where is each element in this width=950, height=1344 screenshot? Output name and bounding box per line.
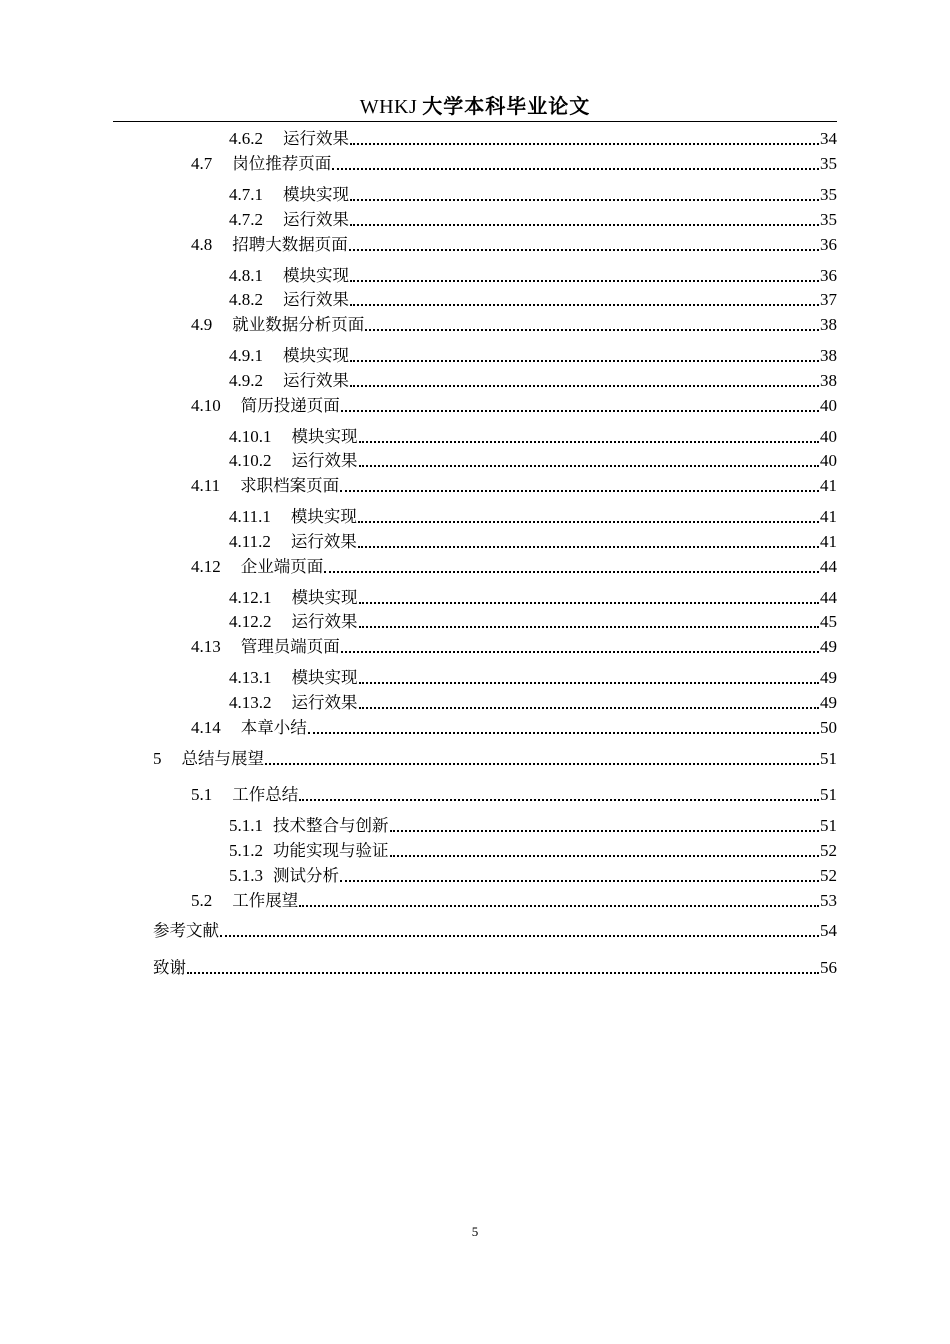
toc-section-number: 4.8.2 <box>229 290 263 309</box>
toc-entry[interactable] <box>191 475 837 497</box>
toc-entry[interactable] <box>229 184 837 206</box>
toc-page-number: 53 <box>820 891 837 910</box>
toc-entry[interactable] <box>229 370 837 392</box>
toc-section-number: 4.10 <box>191 396 221 415</box>
toc-section-number: 4.6.2 <box>229 129 263 148</box>
header-title: 大学本科毕业论文 <box>422 94 591 118</box>
toc-dot-leader <box>340 490 819 492</box>
toc-entry[interactable] <box>229 667 837 689</box>
toc-dot-leader <box>299 799 819 801</box>
toc-page-number: 38 <box>820 371 837 390</box>
toc-entry[interactable] <box>229 611 837 633</box>
toc-dot-leader <box>324 571 819 573</box>
toc-section-title: 工作展望 <box>232 891 299 910</box>
toc-page-number: 36 <box>820 266 837 285</box>
toc-dot-leader <box>349 249 819 251</box>
toc-section-number: 4.7.1 <box>229 185 263 204</box>
toc-section-number: 4.11 <box>191 476 221 495</box>
toc-page-number: 50 <box>820 718 837 737</box>
toc-page-number: 44 <box>820 588 837 607</box>
toc-section-number: 5.1.1 <box>229 816 263 835</box>
toc-section-title: 运行效果 <box>283 129 349 148</box>
toc-dot-leader <box>390 830 820 832</box>
toc-page-number: 49 <box>820 637 837 656</box>
header-school-code: WHKJ <box>359 96 418 118</box>
toc-entry[interactable] <box>191 556 837 578</box>
toc-section-title: 运行效果 <box>283 290 349 309</box>
toc-dot-leader <box>365 329 819 331</box>
toc-section-number: 4.13.1 <box>229 668 272 687</box>
toc-entry[interactable] <box>153 748 837 770</box>
toc-dot-leader <box>340 880 819 882</box>
toc-entry[interactable] <box>153 920 837 942</box>
toc-entry[interactable] <box>153 957 837 979</box>
toc-entry[interactable] <box>229 426 837 448</box>
toc-page-number: 51 <box>820 785 837 804</box>
toc-dot-leader <box>350 224 819 226</box>
toc-entry[interactable] <box>229 289 837 311</box>
toc-page-number: 44 <box>820 557 837 576</box>
page-header <box>0 93 950 120</box>
toc-page-number: 41 <box>820 476 837 495</box>
toc-dot-leader <box>359 465 820 467</box>
toc-page-number: 49 <box>820 693 837 712</box>
toc-section-title: 功能实现与验证 <box>273 841 389 860</box>
toc-entry[interactable] <box>191 636 837 658</box>
toc-section-title: 招聘大数据页面 <box>232 235 348 254</box>
toc-section-title: 模块实现 <box>283 266 349 285</box>
toc-section-title: 工作总结 <box>232 785 299 804</box>
toc-entry[interactable] <box>229 506 837 528</box>
toc-dot-leader <box>359 682 820 684</box>
toc-entry[interactable] <box>229 531 837 553</box>
toc-entry[interactable] <box>229 587 837 609</box>
toc-section-number: 4.7 <box>191 154 213 173</box>
toc-section-title: 致谢 <box>153 958 186 977</box>
toc-entry[interactable] <box>191 717 837 739</box>
toc-dot-leader <box>358 546 819 548</box>
toc-section-title: 参考文献 <box>153 921 219 940</box>
toc-section-number: 4.9.2 <box>229 371 263 390</box>
toc-section-title: 运行效果 <box>283 371 349 390</box>
toc-page-number: 38 <box>820 315 837 334</box>
page-number: 5 <box>471 1224 479 1239</box>
toc-entry[interactable] <box>191 153 837 175</box>
toc-page-number: 45 <box>820 612 837 631</box>
toc-page-number: 51 <box>820 816 837 835</box>
toc-entry[interactable] <box>191 784 837 806</box>
toc-dot-leader <box>187 972 819 974</box>
toc-dot-leader <box>341 651 819 653</box>
toc-dot-leader <box>350 199 819 201</box>
toc-page-number: 35 <box>820 210 837 229</box>
toc-entry[interactable] <box>191 234 837 256</box>
toc-page-number: 35 <box>820 185 837 204</box>
toc-dot-leader <box>359 707 820 709</box>
toc-section-title: 企业端页面 <box>240 557 324 576</box>
toc-page-number: 49 <box>820 668 837 687</box>
toc-dot-leader <box>350 385 819 387</box>
toc-section-title: 模块实现 <box>291 588 358 607</box>
toc-section-title: 运行效果 <box>283 210 349 229</box>
toc-section-number: 4.14 <box>191 718 221 737</box>
toc-section-title: 求职档案页面 <box>240 476 340 495</box>
toc-section-number: 4.12 <box>191 557 221 576</box>
toc-section-title: 技术整合与创新 <box>273 816 389 835</box>
toc-entry[interactable] <box>229 450 837 472</box>
toc-page-number: 40 <box>820 451 837 470</box>
toc-section-title: 测试分析 <box>273 866 339 885</box>
toc-section-number: 4.8 <box>191 235 213 254</box>
toc-section-title: 模块实现 <box>283 346 349 365</box>
toc-section-number: 5.1.2 <box>229 841 263 860</box>
toc-section-title: 模块实现 <box>291 668 358 687</box>
toc-section-title: 总结与展望 <box>181 749 264 768</box>
toc-section-number: 4.13.2 <box>229 693 272 712</box>
toc-page-number: 54 <box>820 921 837 940</box>
header-rule <box>113 121 837 122</box>
toc-page-number: 51 <box>820 749 837 768</box>
toc-section-number: 5.2 <box>191 891 213 910</box>
toc-section-title: 运行效果 <box>290 532 357 551</box>
toc-page-number: 38 <box>820 346 837 365</box>
toc-section-number: 4.12.2 <box>229 612 272 631</box>
toc-page-number: 34 <box>820 129 837 148</box>
toc-page-number: 52 <box>820 866 837 885</box>
toc-section-title: 模块实现 <box>291 427 358 446</box>
toc-entry[interactable] <box>229 128 837 150</box>
toc-section-number: 4.10.1 <box>229 427 272 446</box>
toc-section-title: 管理员端页面 <box>240 637 340 656</box>
toc-section-number: 4.11.2 <box>229 532 271 551</box>
toc-dot-leader <box>299 905 819 907</box>
toc-page-number: 37 <box>820 290 837 309</box>
toc-section-title: 运行效果 <box>291 693 358 712</box>
toc-dot-leader <box>359 441 820 443</box>
toc-dot-leader <box>332 168 819 170</box>
toc-section-title: 模块实现 <box>290 507 357 526</box>
toc-section-number: 4.9.1 <box>229 346 263 365</box>
toc-section-number: 4.8.1 <box>229 266 263 285</box>
toc-dot-leader <box>359 626 820 628</box>
toc-entry[interactable] <box>229 345 837 367</box>
toc-section-number: 5.1 <box>191 785 213 804</box>
toc-section-title: 简历投递页面 <box>240 396 340 415</box>
toc-section-title: 本章小结 <box>240 718 307 737</box>
toc-page-number: 41 <box>820 507 837 526</box>
toc-dot-leader <box>350 360 819 362</box>
toc-page-number: 56 <box>820 958 837 977</box>
toc-section-title: 就业数据分析页面 <box>232 315 365 334</box>
toc-section-number: 4.7.2 <box>229 210 263 229</box>
toc-dot-leader <box>350 304 819 306</box>
toc-entry[interactable] <box>229 692 837 714</box>
toc-section-number: 4.11.1 <box>229 507 271 526</box>
toc-entry[interactable] <box>229 209 837 231</box>
toc-dot-leader <box>220 935 819 937</box>
toc-entry[interactable] <box>229 265 837 287</box>
toc-entry[interactable] <box>229 840 837 862</box>
toc-section-title: 岗位推荐页面 <box>232 154 332 173</box>
toc-entry[interactable] <box>191 890 837 912</box>
toc-dot-leader <box>350 280 819 282</box>
toc-dot-leader <box>359 602 820 604</box>
toc-page-number: 36 <box>820 235 837 254</box>
toc-section-number: 5 <box>153 749 162 768</box>
toc-section-number: 4.10.2 <box>229 451 272 470</box>
toc-page-number: 41 <box>820 532 837 551</box>
toc-dot-leader <box>358 521 819 523</box>
toc-page-number: 52 <box>820 841 837 860</box>
toc-page-number: 35 <box>820 154 837 173</box>
toc-section-number: 4.9 <box>191 315 213 334</box>
toc-section-title: 模块实现 <box>283 185 349 204</box>
toc-entry[interactable] <box>229 815 837 837</box>
toc-page-number: 40 <box>820 396 837 415</box>
toc-dot-leader <box>341 410 819 412</box>
toc-entry[interactable] <box>191 395 837 417</box>
toc-section-number: 4.13 <box>191 637 221 656</box>
toc-section-number: 5.1.3 <box>229 866 263 885</box>
toc-section-title: 运行效果 <box>291 612 358 631</box>
toc-entry[interactable] <box>229 865 837 887</box>
toc-dot-leader <box>308 732 819 734</box>
toc-dot-leader <box>265 763 819 765</box>
toc-entry[interactable] <box>191 314 837 336</box>
toc-section-title: 运行效果 <box>291 451 358 470</box>
toc-dot-leader <box>390 855 820 857</box>
toc-section-number: 4.12.1 <box>229 588 272 607</box>
toc-page-number: 40 <box>820 427 837 446</box>
toc-dot-leader <box>350 143 819 145</box>
